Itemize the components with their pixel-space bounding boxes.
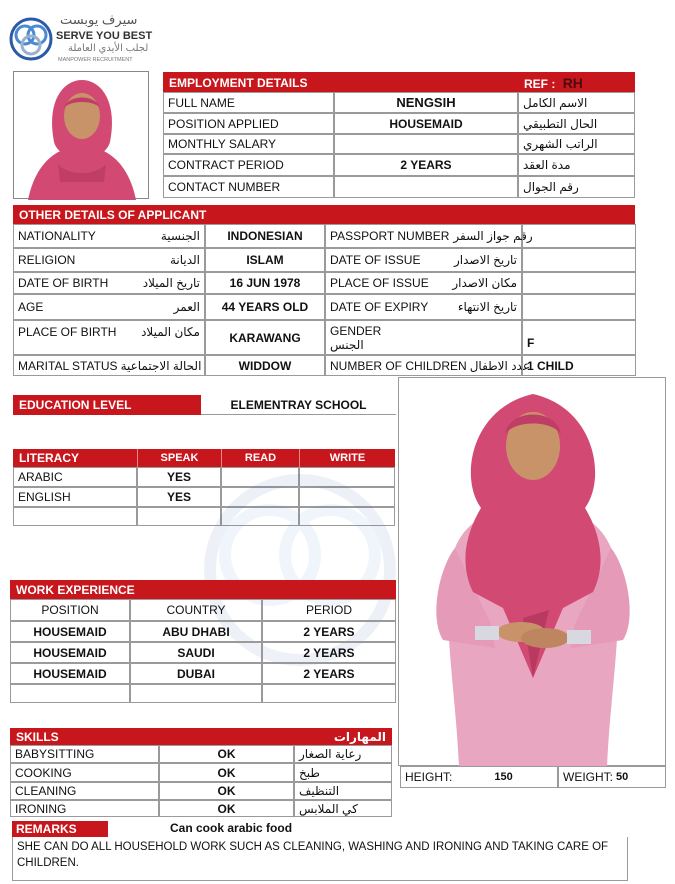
remarks-label: REMARKS [12, 821, 108, 837]
other-label: RELIGION الديانة [13, 248, 205, 272]
skill-label: BABYSITTING [10, 745, 159, 763]
skill-label: IRONING [10, 800, 159, 817]
literacy-col-speak: SPEAK [137, 449, 221, 467]
other-label-2: NUMBER OF CHILDREN عدد الاطفال [325, 355, 522, 376]
other-label-2: GENDER الجنس [325, 320, 522, 355]
weight-label: WEIGHT: [563, 770, 613, 784]
other-value: KARAWANG [205, 320, 325, 355]
emp-label: CONTACT NUMBER [163, 176, 334, 198]
other-value-2 [522, 224, 636, 248]
skills-arabic-title: المهارات [333, 730, 386, 744]
work-country: ABU DHABI [130, 621, 262, 642]
work-period [262, 684, 396, 703]
literacy-col-write: WRITE [299, 449, 395, 467]
brand-tagline: MANPOWER RECRUITMENT [58, 57, 133, 63]
other-label-2: PLACE OF ISSUE مكان الاصدار [325, 272, 522, 294]
literacy-language: ARABIC [13, 467, 137, 487]
other-label-2: PASSPORT NUMBER رقم جواز السفر [325, 224, 522, 248]
other-label-2: DATE OF ISSUE تاريخ الاصدار [325, 248, 522, 272]
emp-arabic: الاسم الكامل [518, 92, 635, 113]
other-value-2 [522, 272, 636, 294]
other-value: ISLAM [205, 248, 325, 272]
literacy-speak: YES [137, 487, 221, 507]
skill-value: OK [159, 800, 294, 817]
literacy-header: LITERACY [13, 449, 137, 467]
remarks-text: SHE CAN DO ALL HOUSEHOLD WORK SUCH AS CLEANING, WASHING AND IRONING AND TAKING CARE OF CHILDREN. [17, 841, 609, 869]
other-label-2: DATE OF EXPIRY تاريخ الانتهاء [325, 294, 522, 320]
emp-label: POSITION APPLIED [163, 113, 334, 134]
skill-arabic: كي الملابس [294, 800, 392, 817]
skill-arabic: التنظيف [294, 782, 392, 800]
skills-title: SKILLS [16, 730, 59, 744]
applicant-photo-full [398, 377, 666, 766]
literacy-speak: YES [137, 467, 221, 487]
skill-arabic: رعاية الصغار [294, 745, 392, 763]
work-period: 2 YEARS [262, 663, 396, 684]
emp-value: NENGSIH [334, 92, 518, 113]
logo [6, 10, 156, 68]
ref-value: RH [562, 75, 583, 91]
work-header: WORK EXPERIENCE [10, 580, 396, 599]
work-country: SAUDI [130, 642, 262, 663]
other-value: WIDDOW [205, 355, 325, 376]
emp-label: MONTHLY SALARY [163, 134, 334, 154]
education-value: ELEMENTRAY SCHOOL [201, 395, 396, 415]
emp-arabic: مدة العقد [518, 154, 635, 176]
other-value: INDONESIAN [205, 224, 325, 248]
brand-arabic-name: سيرف يوبست [60, 12, 138, 27]
skill-value: OK [159, 763, 294, 782]
work-position: HOUSEMAID [10, 663, 130, 684]
other-details-header [13, 205, 636, 224]
other-value: 16 JUN 1978 [205, 272, 325, 294]
other-value-2 [522, 294, 636, 320]
emp-value [334, 134, 518, 154]
employment-header: EMPLOYMENT DETAILS [163, 72, 518, 92]
skills-header [10, 728, 392, 745]
remarks-box [12, 837, 628, 881]
emp-arabic: رقم الجوال [518, 176, 635, 198]
height-value: 150 [494, 771, 513, 783]
emp-value: 2 YEARS [334, 154, 518, 176]
work-position [10, 684, 130, 703]
ref-box [518, 72, 635, 92]
literacy-language [13, 507, 137, 526]
logo-emblem-icon [8, 16, 54, 62]
emp-label: FULL NAME [163, 92, 334, 113]
work-col-position: POSITION [10, 599, 130, 621]
other-value-2: F [522, 320, 636, 355]
work-country [130, 684, 262, 703]
literacy-language: ENGLISH [13, 487, 137, 507]
work-col-period: PERIOD [262, 599, 396, 621]
work-period: 2 YEARS [262, 642, 396, 663]
work-col-country: COUNTRY [130, 599, 262, 621]
work-position: HOUSEMAID [10, 642, 130, 663]
other-label: MARITAL STATUS الحالة الاجتماعية [13, 355, 205, 376]
other-label: NATIONALITY الجنسية [13, 224, 205, 248]
work-period: 2 YEARS [262, 621, 396, 642]
skill-value: OK [159, 782, 294, 800]
emp-arabic: الحال التطبيقي [518, 113, 635, 134]
other-label: AGE العمر [13, 294, 205, 320]
other-details-title: OTHER DETAILS OF APPLICANT [19, 208, 207, 222]
weight-value: 50 [616, 771, 629, 783]
education-label: EDUCATION LEVEL [13, 395, 201, 415]
remarks-highlight: Can cook arabic food [170, 821, 293, 835]
emp-value [334, 176, 518, 198]
emp-value: HOUSEMAID [334, 113, 518, 134]
applicant-photo-small [13, 71, 149, 199]
work-position: HOUSEMAID [10, 621, 130, 642]
ref-label: REF : [524, 77, 556, 91]
work-country: DUBAI [130, 663, 262, 684]
brand-name: SERVE YOU BEST [56, 30, 153, 42]
other-label: DATE OF BIRTH تاريخ الميلاد [13, 272, 205, 294]
other-value: 44 YEARS OLD [205, 294, 325, 320]
other-label: PLACE OF BIRTH مكان الميلاد [13, 320, 205, 355]
weight-box [558, 766, 666, 788]
height-label: HEIGHT: [405, 770, 453, 784]
emp-arabic: الراتب الشهري [518, 134, 635, 154]
height-box [400, 766, 558, 788]
literacy-col-read: READ [221, 449, 299, 467]
other-value-2 [522, 248, 636, 272]
emp-label: CONTRACT PERIOD [163, 154, 334, 176]
skill-value: OK [159, 745, 294, 763]
brand-arabic-tagline: لجلب الأيدي العاملة [68, 43, 149, 54]
skill-label: CLEANING [10, 782, 159, 800]
other-value-2: 1 CHILD [522, 355, 636, 376]
skill-label: COOKING [10, 763, 159, 782]
skill-arabic: طبخ [294, 763, 392, 782]
